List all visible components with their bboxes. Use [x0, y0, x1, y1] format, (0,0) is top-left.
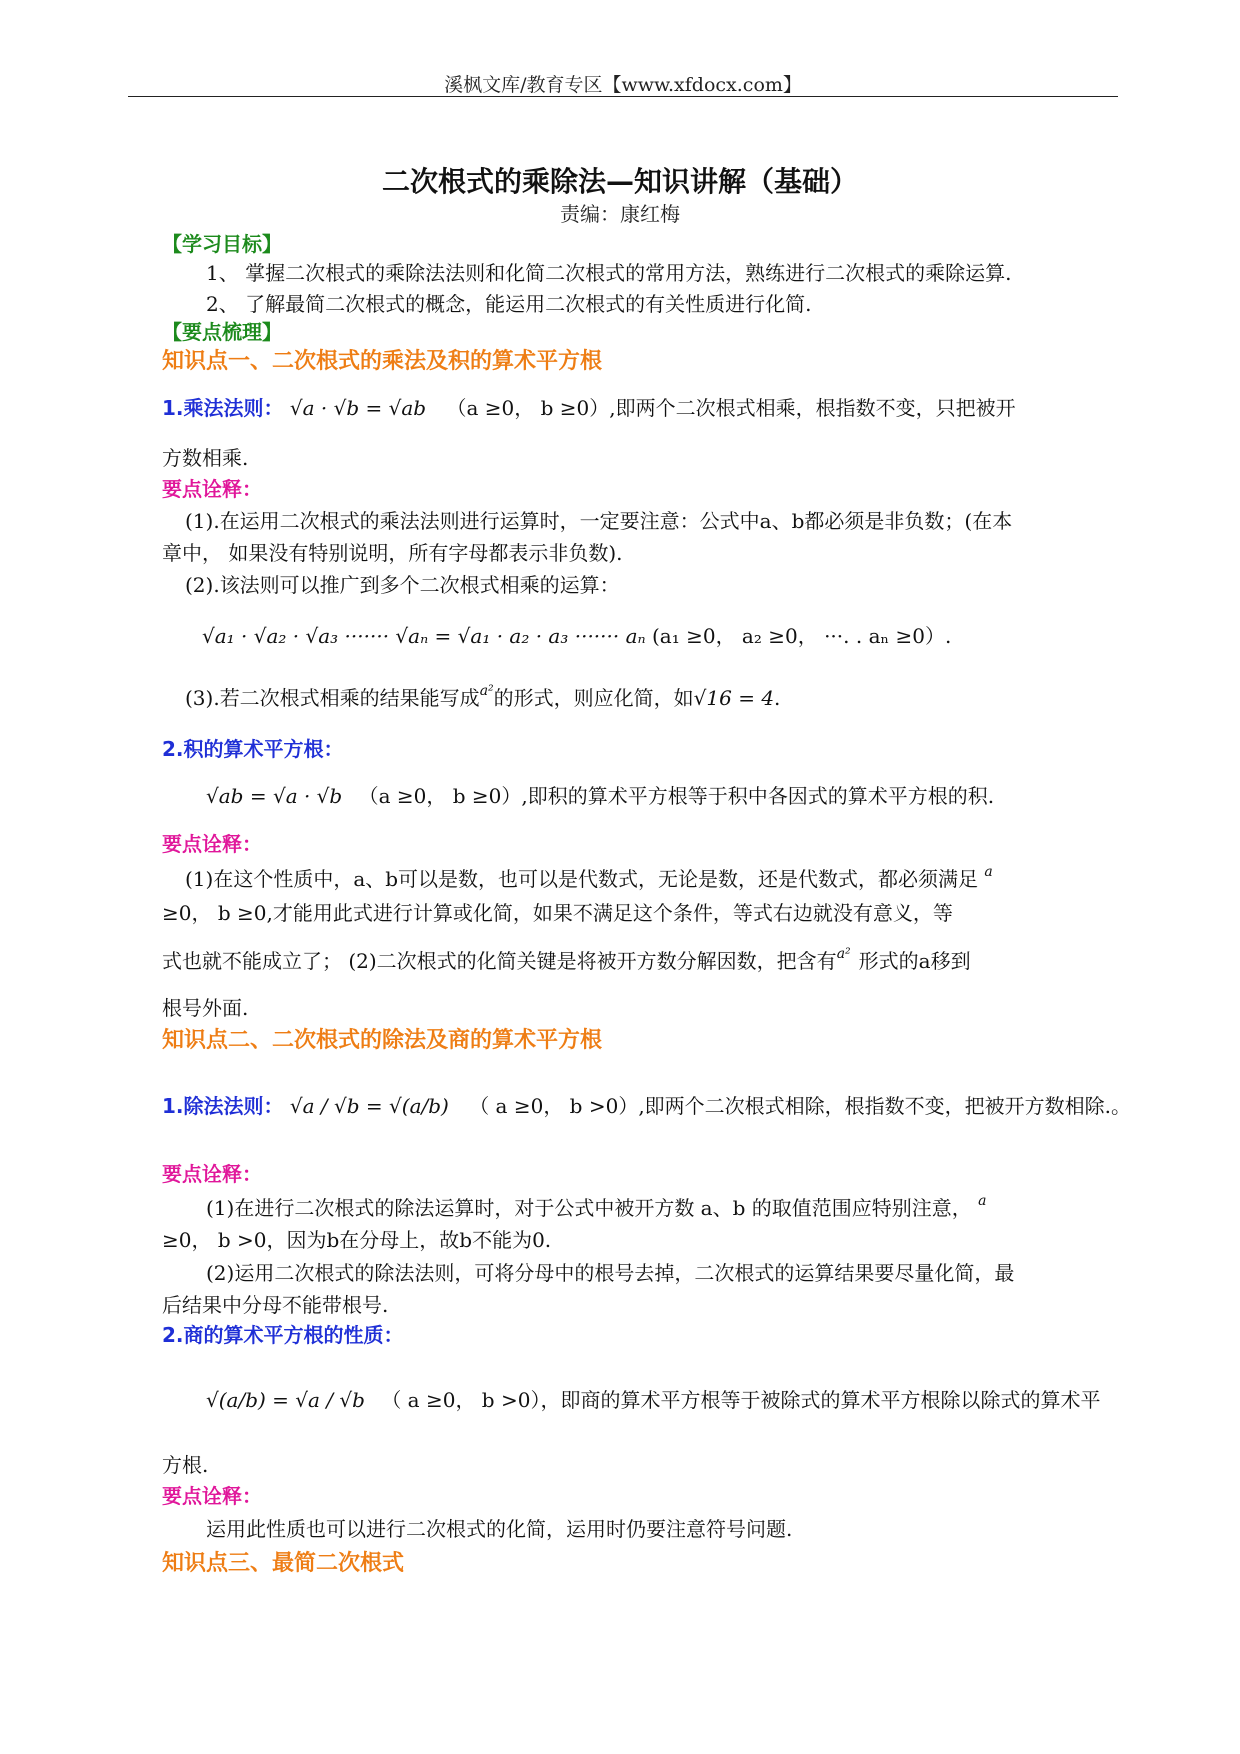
kp2-2-label: 2.商的算术平方根的性质：: [162, 1323, 404, 1347]
kp2-2-text-a: ，即商的算术平方根等于被除式的算术平方根除以除式的算术平: [540, 1388, 1101, 1412]
kp1-2-note1-c: 式也就不能成立了； (2)二次根式的化简关键是将被开方数分解因数，把含有: [162, 949, 837, 973]
kp1-1-text-b: 方数相乘.: [162, 446, 249, 470]
kp2-2-formula: √(a/b) = √a / √b: [206, 1388, 365, 1412]
goal-1: 1、 掌握二次根式的乘除法法则和化简二次根式的常用方法，熟练进行二次根式的乘除运算.: [206, 261, 1012, 285]
kp1-1-note3-b: 的形式，则应化简，如: [493, 686, 694, 710]
kp3-heading: 知识点三、最简二次根式: [162, 1551, 405, 1576]
kp1-2-formula: √ab = √a · √b: [206, 784, 343, 808]
kp1-2-cond: （a ≥0， b ≥0）: [358, 784, 522, 808]
kp1-1-note1-b: 章中， 如果没有特别说明，所有字母都表示非负数).: [162, 541, 623, 565]
kp2-1-note1-row: [206, 1192, 987, 1221]
kp1-1-note3-a: (3).若二次根式相乘的结果能写成: [185, 686, 480, 710]
kp2-1-note2-b: 后结果中分母不能带根号.: [162, 1293, 389, 1317]
kp1-2-note1-e: 根号外面.: [162, 996, 249, 1020]
kp2-1-note-label: 要点诠释：: [162, 1162, 262, 1186]
kp1-2-note1-square: a²: [836, 946, 851, 962]
kp1-1-multi-row: [202, 620, 951, 649]
kp1-2-note1-a: (1)在这个性质中，a、b可以是数，也可以是代数式，无论是数，还是代数式，都必须满足: [185, 867, 979, 891]
kp2-1-formula: √a / √b = √(a/b): [289, 1094, 449, 1118]
kp2-1-text: ,即两个二次根式相除，根指数不变，把被开方数相除.。: [638, 1094, 1132, 1118]
kp1-2-note1-b: ≥0， b ≥0,才能用此式进行计算或化简，如果不满足这个条件，等式右边就没有意义，等: [162, 901, 953, 925]
kp1-1-multi-formula: √a₁ · √a₂ · √a₃ ······· √aₙ = √a₁ · a₂ · a₃ ······· aₙ: [202, 624, 646, 648]
kp2-2-cond: （ a ≥0， b >0）: [381, 1388, 541, 1412]
kp1-1-note3-example: √16 = 4: [693, 686, 775, 710]
kp2-1-note1-a: (1)在进行二次根式的除法运算时，对于公式中被开方数 a、b 的取值范围应特别注意，: [206, 1196, 972, 1220]
kp1-2-row: [206, 780, 994, 809]
kp1-2-label: 2.积的算术平方根：: [162, 737, 344, 761]
kp1-1-multi-cond: (a₁ ≥0， a₂ ≥0， ···. . aₙ ≥0）.: [651, 624, 952, 648]
kp1-1-note1-a: (1).在运用二次根式的乘法法则进行运算时，一定要注意：公式中a、b都必须是非负数；(在本: [185, 509, 1013, 533]
kp1-1-row: [162, 392, 1016, 421]
kp2-1-cond: （ a ≥0， b >0）: [469, 1094, 639, 1118]
kp2-2-row: [206, 1384, 1100, 1413]
kp2-1-note1-var: a: [978, 1193, 987, 1209]
kp1-2-note1-c-row: [162, 945, 971, 974]
kp1-2-note1-row: [185, 863, 993, 892]
kp1-2-note1-d: 形式的a移到: [858, 949, 971, 973]
kp1-1-note3-square: a²: [479, 683, 494, 699]
kp1-1-label: 1.乘法法则：: [162, 396, 284, 420]
kp2-1-note1-b: ≥0， b >0，因为b在分母上，故b不能为0.: [162, 1228, 552, 1252]
kp2-2-note: 运用此性质也可以进行二次根式的化简，运用时仍要注意符号问题.: [206, 1517, 793, 1541]
kp1-1-formula: √a · √b = √ab: [289, 396, 427, 420]
kp1-heading: 知识点一、二次根式的乘法及积的算术平方根: [162, 349, 603, 374]
kp2-heading: 知识点二、二次根式的除法及商的算术平方根: [162, 1028, 603, 1053]
kp1-1-note2: (2).该法则可以推广到多个二次根式相乘的运算：: [185, 573, 620, 597]
page-header: 溪枫文库/教育专区【www.xfdocx.com】: [444, 74, 802, 96]
kp2-1-label: 1.除法法则：: [162, 1094, 284, 1118]
points-heading: 【要点梳理】: [162, 320, 282, 344]
kp1-1-text-a: ,即两个二次根式相乘，根指数不变，只把被开: [609, 396, 1016, 420]
kp1-1-note-label: 要点诠释：: [162, 477, 262, 501]
kp1-2-note1-var: a: [984, 864, 993, 880]
kp2-1-row: [162, 1090, 1131, 1119]
kp1-1-note3-row: (3).若二次根式相乘的结果能写成$^{a^2}$的形式，则应化简，如√16 = 4.: [185, 683, 781, 710]
editor-line: 责编：康红梅: [560, 202, 680, 226]
kp1-1-cond: （a ≥0， b ≥0）: [446, 396, 610, 420]
goal-2: 2、 了解最简二次根式的概念，能运用二次根式的有关性质进行化简.: [206, 292, 812, 316]
kp2-1-note2-a: (2)运用二次根式的除法法则，可将分母中的根号去掉，二次根式的运算结果要尽量化简，最: [206, 1261, 1015, 1285]
kp1-2-note-label: 要点诠释：: [162, 832, 262, 856]
document-title: 二次根式的乘除法—知识讲解（基础）: [381, 165, 858, 198]
kp1-2-text: ,即积的算术平方根等于积中各因式的算术平方根的积.: [521, 784, 995, 808]
goals-heading: 【学习目标】: [162, 232, 282, 256]
header-rule: [128, 96, 1118, 97]
kp2-2-note-label: 要点诠释：: [162, 1484, 262, 1508]
kp2-2-text-b: 方根.: [162, 1453, 209, 1477]
